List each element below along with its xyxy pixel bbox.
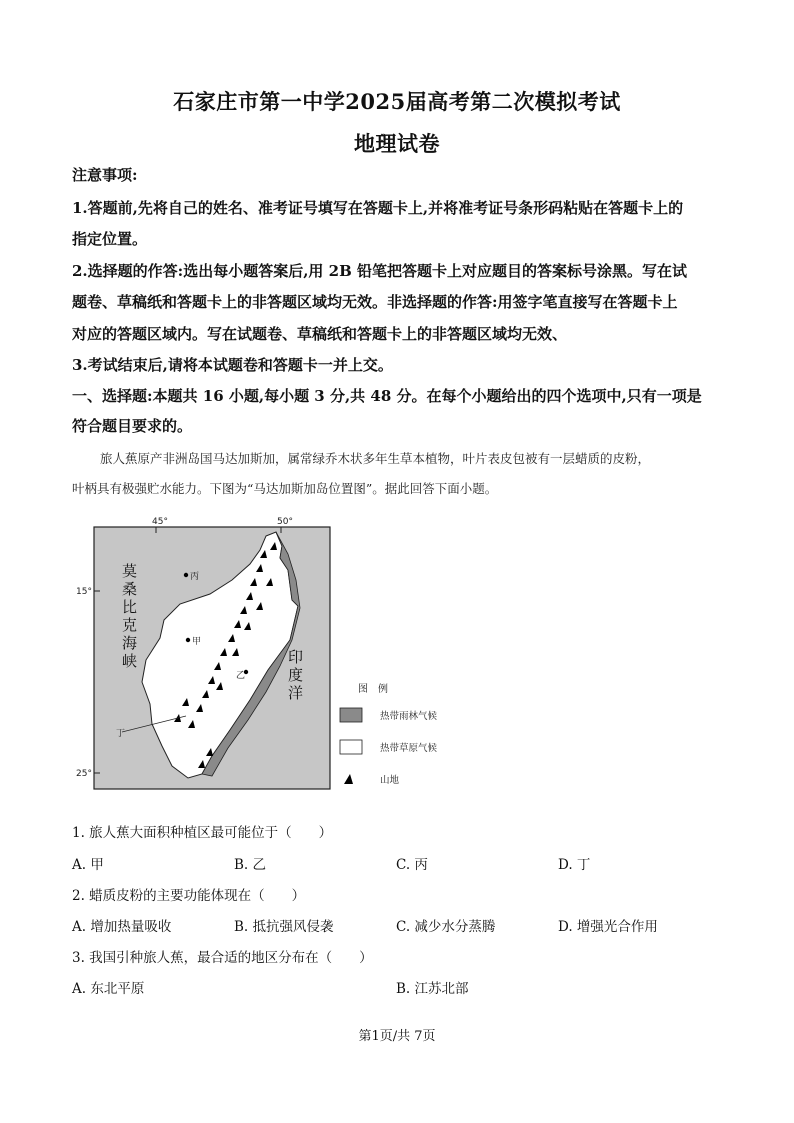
notice-line: 3.考试结束后,请将本试题卷和答题卡一并上交。 <box>72 356 393 374</box>
notice-line: 1.答题前,先将自己的姓名、准考证号填写在答题卡上,并将准考证号条形码粘贴在答题卡上的 <box>72 199 684 217</box>
question-option: B. 乙 <box>234 857 267 873</box>
legend-label-savanna: 热带草原气候 <box>380 743 438 754</box>
legend-title: 图 例 <box>358 684 388 695</box>
legend-swatch-savanna <box>340 740 362 754</box>
legend-label-rainforest: 热带雨林气候 <box>380 711 438 722</box>
point-yi-label: 乙 <box>236 671 246 681</box>
intro-paragraph: 旅人蕉原产非洲岛国马达加斯加，属常绿乔木状多年生草本植物，叶片表皮包被有一层蜡质的皮粉， <box>100 451 651 466</box>
strait-label-char: 峡 <box>122 652 138 670</box>
notice-heading: 注意事项: <box>72 166 138 184</box>
legend-swatch-rainforest <box>340 708 362 722</box>
lon-label-45: 45° <box>152 517 168 527</box>
point-bing <box>184 573 188 577</box>
question-option: C. 减少水分蒸腾 <box>396 919 496 935</box>
lat-label-25: 25° <box>76 769 92 779</box>
strait-label-char: 莫 <box>122 562 138 580</box>
point-ding-label: 丁 <box>116 729 126 739</box>
question-option: D. 丁 <box>558 857 591 873</box>
exam-title: 石家庄市第一中学2025届高考第二次模拟考试 <box>173 89 621 114</box>
point-jia-label: 甲 <box>192 637 202 647</box>
lon-label-50: 50° <box>277 517 293 527</box>
question-option: A. 增加热量吸收 <box>72 919 172 935</box>
ocean-label-char: 洋 <box>288 684 304 702</box>
legend-mountain-icon <box>344 774 353 784</box>
question-stem: 3. 我国引种旅人蕉，最合适的地区分布在（ ） <box>72 950 373 966</box>
intro-paragraph: 叶柄具有极强贮水能力。下图为“马达加斯加岛位置图”。据此回答下面小题。 <box>72 481 498 496</box>
ocean-label-char: 印 <box>288 648 304 666</box>
section-heading: 符合题目要求的。 <box>72 417 193 435</box>
strait-label-char: 海 <box>122 634 138 652</box>
question-option: A. 东北平原 <box>72 981 145 997</box>
strait-label-char: 克 <box>122 616 138 634</box>
question-option: D. 增强光合作用 <box>558 919 658 935</box>
notice-line: 对应的答题区域内。写在试题卷、草稿纸和答题卡上的非答题区域均无效、 <box>72 325 568 343</box>
lat-label-15: 15° <box>76 587 92 597</box>
question-stem: 2. 蜡质皮粉的主要功能体现在（ ） <box>72 888 306 904</box>
question-option: B. 江苏北部 <box>396 981 469 997</box>
question-stem: 1. 旅人蕉大面积种植区最可能位于（ ） <box>72 825 333 841</box>
strait-label-char: 桑 <box>122 580 138 598</box>
question-option: B. 抵抗强风侵袭 <box>234 919 334 935</box>
notice-line: 2.选择题的作答:选出每小题答案后,用 2B 铅笔把答题卡上对应题目的答案标号涂黑。写在试 <box>72 262 687 280</box>
point-jia <box>186 638 190 642</box>
question-option: A. 甲 <box>72 857 104 873</box>
point-bing-label: 丙 <box>190 572 200 582</box>
page-number: 第1页/共 7页 <box>358 1029 436 1044</box>
madagascar-location-map <box>70 510 490 820</box>
ocean-label-char: 度 <box>288 666 304 684</box>
exam-subtitle: 地理试卷 <box>354 131 440 156</box>
strait-label-char: 比 <box>122 598 138 616</box>
section-heading: 一、选择题:本题共 16 小题,每小题 3 分,共 48 分。在每个小题给出的四个选项中,只有一项是 <box>72 387 702 405</box>
notice-line: 题卷、草稿纸和答题卡上的非答题区域均无效。非选择题的作答:用签字笔直接写在答题卡上 <box>72 293 678 311</box>
question-option: C. 丙 <box>396 857 428 873</box>
notice-line: 指定位置。 <box>72 230 148 248</box>
legend-label-mountain: 山地 <box>380 775 400 786</box>
